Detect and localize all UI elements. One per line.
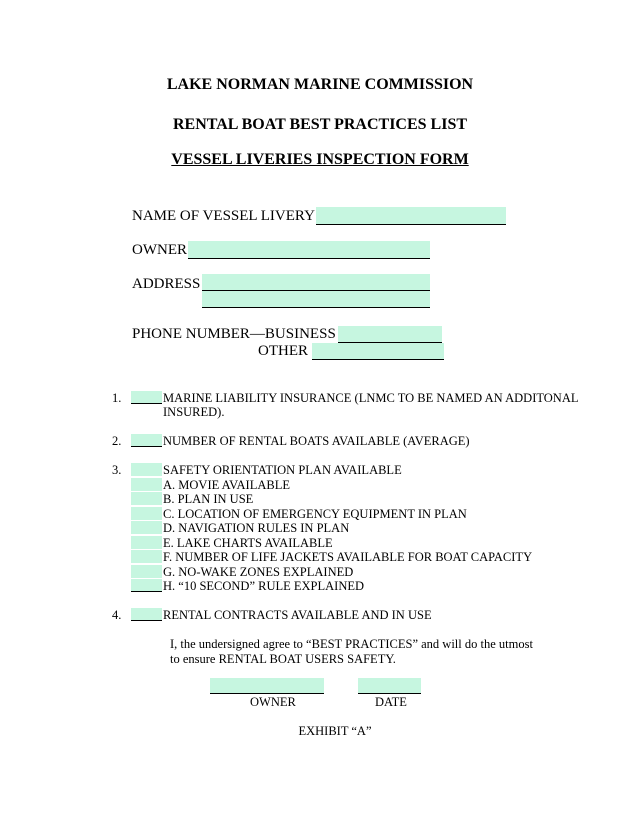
sub-item-d: D. NAVIGATION RULES IN PLAN	[163, 521, 350, 535]
item-4-check-field[interactable]	[131, 608, 162, 621]
sub-item-g-check-field[interactable]	[131, 565, 162, 578]
address-line1-input[interactable]	[202, 274, 430, 291]
date-signature-label: DATE	[375, 695, 407, 709]
sub-item-a: A. MOVIE AVAILABLE	[163, 478, 290, 492]
item-1-text: MARINE LIABILITY INSURANCE (LNMC TO BE NAMED AN ADDITONAL	[163, 391, 579, 405]
owner-label: OWNER	[132, 242, 187, 258]
phone-other-input[interactable]	[312, 343, 444, 360]
vessel-livery-input[interactable]	[316, 207, 506, 225]
sub-item-f: F. NUMBER OF LIFE JACKETS AVAILABLE FOR BOAT CAPACITY	[163, 550, 533, 564]
sub-item-d-check-field[interactable]	[131, 521, 162, 534]
item-4-text: RENTAL CONTRACTS AVAILABLE AND IN USE	[163, 608, 432, 622]
item-2-check-field[interactable]	[131, 434, 162, 447]
phone-business-label: PHONE NUMBER—BUSINESS	[132, 326, 336, 342]
sub-item-b-check-field[interactable]	[131, 492, 162, 505]
date-signature-field[interactable]	[358, 678, 421, 694]
address-line2-input[interactable]	[202, 291, 430, 308]
title-best-practices: RENTAL BOAT BEST PRACTICES LIST	[172, 116, 468, 133]
item-3-number: 3.	[112, 463, 122, 477]
exhibit-label: EXHIBIT “A”	[298, 724, 372, 738]
sub-item-g: G. NO-WAKE ZONES EXPLAINED	[163, 565, 354, 579]
item-1-check-field[interactable]	[131, 391, 162, 404]
agreement-line-1: I, the undersigned agree to “BEST PRACTICES” and will do the utmost	[170, 637, 533, 651]
vessel-livery-label: NAME OF VESSEL LIVERY	[132, 208, 315, 224]
owner-input[interactable]	[188, 241, 430, 259]
item-3-check-field[interactable]	[131, 463, 162, 476]
item-2-text: NUMBER OF RENTAL BOATS AVAILABLE (AVERAGE)	[163, 434, 470, 448]
sub-item-e-check-field[interactable]	[131, 536, 162, 549]
owner-signature-label: OWNER	[250, 695, 296, 709]
phone-other-label: OTHER	[258, 343, 308, 359]
phone-business-input[interactable]	[338, 326, 442, 343]
item-4-number: 4.	[112, 608, 122, 622]
sub-item-b: B. PLAN IN USE	[163, 492, 254, 506]
item-2-number: 2.	[112, 434, 122, 448]
sub-item-e: E. LAKE CHARTS AVAILABLE	[163, 536, 333, 550]
title-inspection-form: VESSEL LIVERIES INSPECTION FORM	[171, 151, 469, 168]
item-1-text-cont: INSURED).	[163, 405, 225, 419]
title-commission: LAKE NORMAN MARINE COMMISSION	[166, 76, 474, 93]
sub-item-c: C. LOCATION OF EMERGENCY EQUIPMENT IN PLAN	[163, 507, 467, 521]
item-3-text: SAFETY ORIENTATION PLAN AVAILABLE	[163, 463, 402, 477]
owner-signature-field[interactable]	[210, 678, 324, 694]
sub-item-h: H. “10 SECOND” RULE EXPLAINED	[163, 579, 365, 593]
sub-item-f-check-field[interactable]	[131, 550, 162, 563]
agreement-line-2: to ensure RENTAL BOAT USERS SAFETY.	[170, 652, 396, 666]
address-label: ADDRESS	[132, 276, 201, 292]
sub-item-h-check-field[interactable]	[131, 579, 162, 592]
item-1-number: 1.	[112, 391, 122, 405]
sub-item-a-check-field[interactable]	[131, 478, 162, 491]
sub-item-c-check-field[interactable]	[131, 507, 162, 520]
